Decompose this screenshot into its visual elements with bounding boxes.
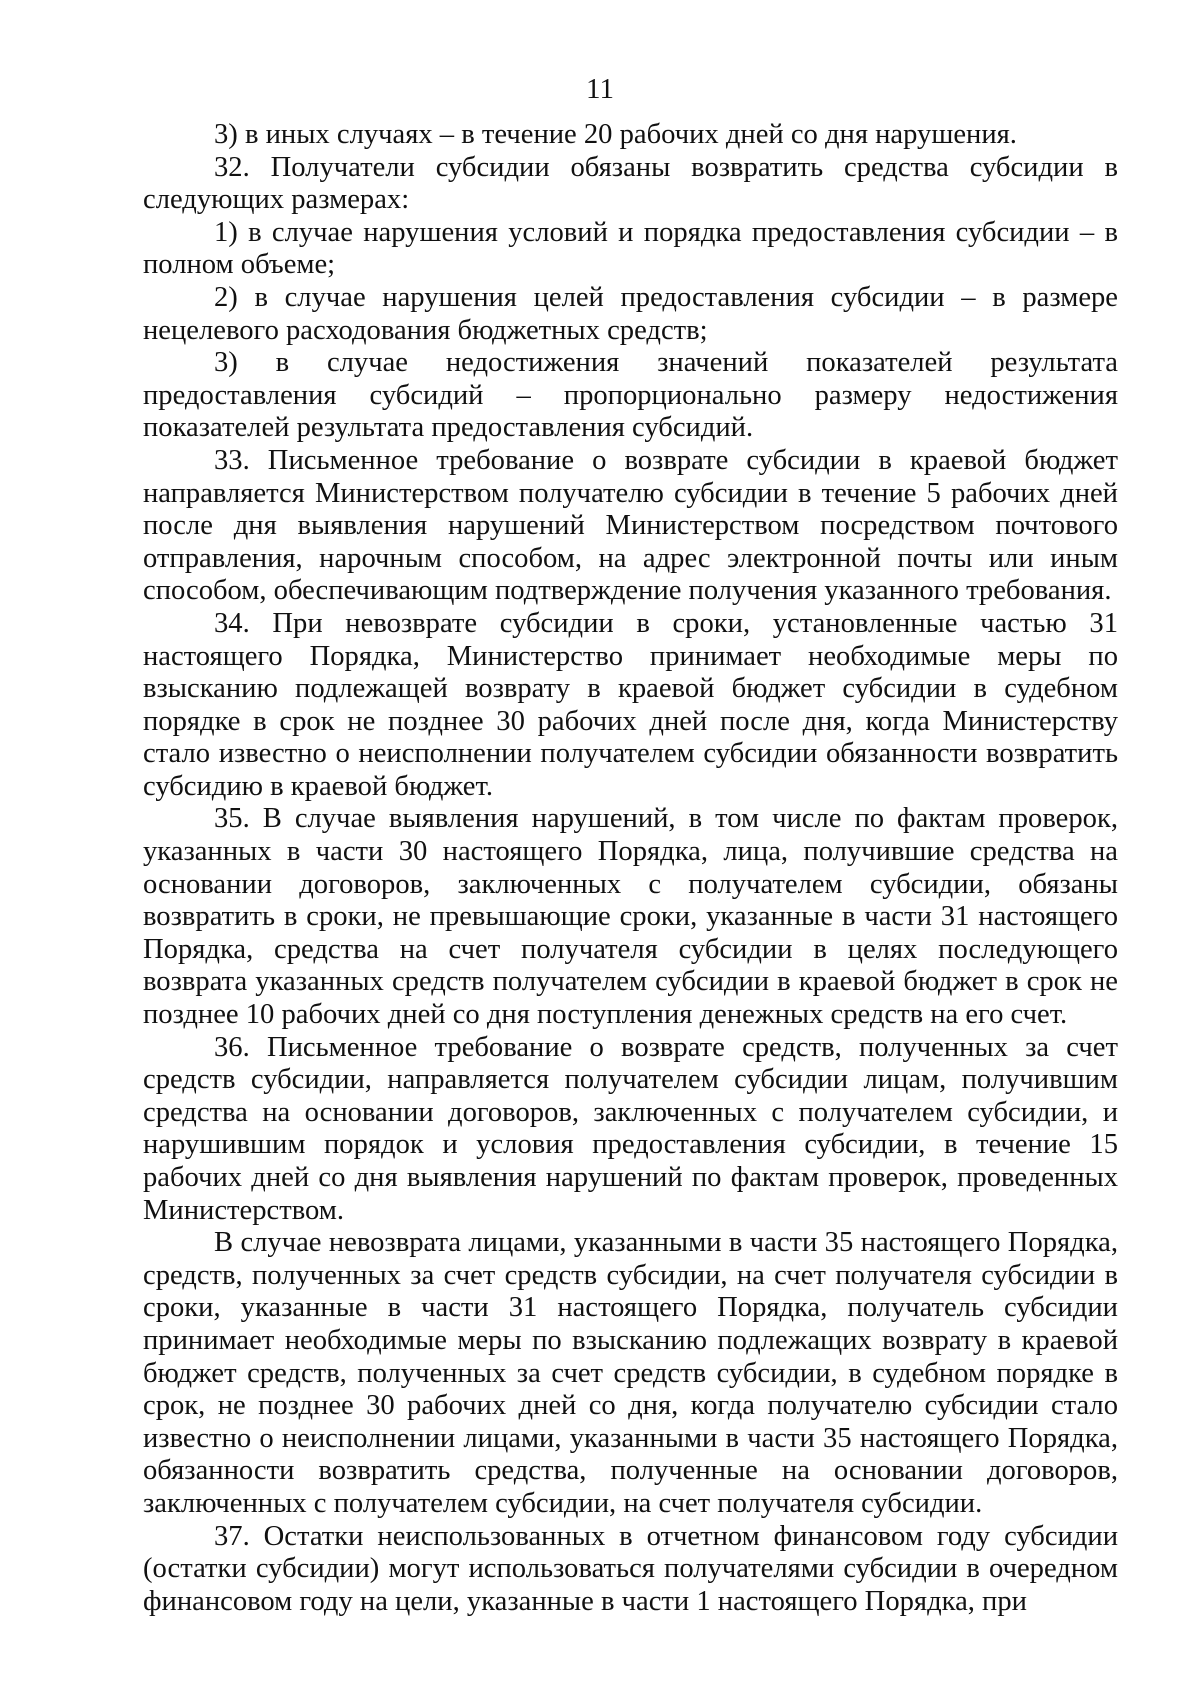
paragraph-32: 32. Получатели субсидии обязаны возвратить средства субсидии в следующих размерах: xyxy=(143,151,1118,216)
paragraph-34: 34. При невозврате субсидии в сроки, установленные частью 31 настоящего Порядка, Министерство принимает необходимые меры по взысканию подлежащей возврату в краевой бюджет субсидии в судебном порядке в срок не позднее 30 рабочих дней после дня, когда Министерству стало известно о неисполнении получателем субсидии обязанности возвратить субсидию в краевой бюджет. xyxy=(143,607,1118,802)
paragraph-31-item-3: 3) в иных случаях – в течение 20 рабочих дней со дня нарушения. xyxy=(214,119,1017,150)
paragraph-36-continuation: В случае невозврата лицами, указанными в части 35 настоящего Порядка, средств, полученных за счет средств субсидии, на счет получателя субсидии в сроки, указанные в части 31 настоящего Порядка, получатель субсидии принимает необходимые меры по взысканию подлежащих возврату в краевой бюджет средств, полученных за счет средств субсидии, в судебном порядке в срок, не позднее 30 рабочих дней со дня, когда получателю субсидии стало известно о неисполнении лицами, указанными в части 35 настоящего Порядка, обязанности возвратить средства, полученные на основании договоров, заключенных с получателем субсидии, на счет получателя субсидии. xyxy=(143,1227,1118,1519)
paragraph-36: 36. Письменное требование о возврате средств, полученных за счет средств субсидии, направляется получателем субсидии лицам, получившим средства на основании договоров, заключенных с получателем субсидии, и нарушившим порядок и условия предоставления субсидии, в течение 15 рабочих дней со дня выявления нарушений по фактам проверок, проведенных Министерством. xyxy=(143,1031,1118,1226)
paragraph-33: 33. Письменное требование о возврате субсидии в краевой бюджет направляется Министерством получателю субсидии в течение 5 рабочих дней после дня выявления нарушений Министерством посредством почтового отправления, нарочным способом, на адрес электронной почты или иным способом, обеспечивающим подтверждение получения указанного требования. xyxy=(143,444,1118,607)
paragraph-32-item-1: 1) в случае нарушения условий и порядка предоставления субсидии – в полном объеме; xyxy=(143,216,1118,281)
paragraph-32-item-2: 2) в случае нарушения целей предоставления субсидии – в размере нецелевого расходования бюджетных средств; xyxy=(143,281,1118,346)
paragraph-35: 35. В случае выявления нарушений, в том числе по фактам проверок, указанных в части 30 настоящего Порядка, лица, получившие средства на основании договоров, заключенных с получателем субсидии, обязаны возвратить в сроки, не превышающие сроки, указанные в части 31 настоящего Порядка, средства на счет получателя субсидии в целях последующего возврата указанных средств получателем субсидии в краевой бюджет в срок не позднее 10 рабочих дней со дня поступления денежных средств на его счет. xyxy=(143,803,1118,1031)
page-number: 11 xyxy=(586,73,614,105)
paragraph-32-item-3: 3) в случае недостижения значений показателей результата предоставления субсидий – пропорционально размеру недостижения показателей результата предоставления субсидий. xyxy=(143,347,1118,444)
paragraph-37: 37. Остатки неиспользованных в отчетном финансовом году субсидии (остатки субсидии) могут использоваться получателями субсидии в очередном финансовом году на цели, указанные в части 1 настоящего Порядка, при xyxy=(143,1520,1118,1617)
document-body xyxy=(143,119,1118,1618)
